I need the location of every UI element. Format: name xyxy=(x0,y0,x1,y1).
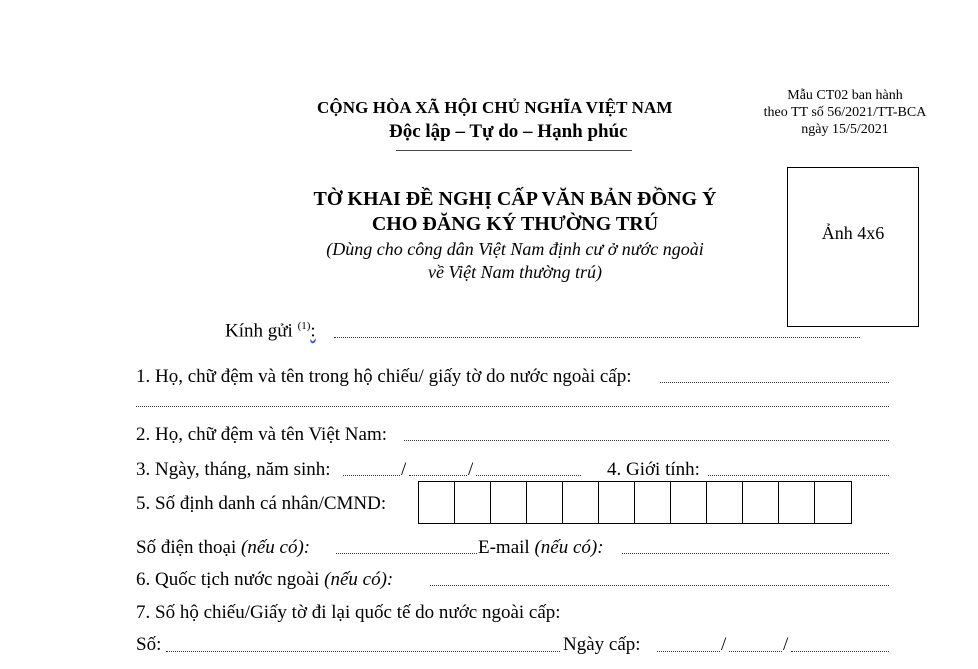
recipient-field[interactable] xyxy=(334,337,860,338)
passport-number-input[interactable] xyxy=(166,651,560,652)
passport-number-label: Số: xyxy=(136,634,162,655)
birth-date-slash1: / xyxy=(401,459,407,480)
field4-label: 4. Giới tính: xyxy=(607,459,700,480)
issue-date-slash2: / xyxy=(783,634,789,655)
birth-day-input[interactable] xyxy=(343,475,400,476)
field5-label: 5. Số định danh cá nhân/CMND: xyxy=(136,493,387,514)
field3-label: 3. Ngày, tháng, năm sinh: xyxy=(136,459,331,480)
header-underline xyxy=(396,150,632,151)
field1-input-line2[interactable] xyxy=(136,406,889,407)
form-subtitle-line2: về Việt Nam thường trú) xyxy=(427,262,603,282)
id-digit-cell[interactable] xyxy=(491,482,527,523)
form-title-line2: CHO ĐĂNG KÝ THƯỜNG TRÚ xyxy=(371,213,659,235)
phone-input[interactable] xyxy=(336,553,477,554)
phone-note: (nếu có): xyxy=(241,537,311,558)
form-ref-line1: Mẫu CT02 ban hành xyxy=(787,88,903,103)
field6-input[interactable] xyxy=(430,585,889,586)
recipient-label-text: Kính gửi xyxy=(225,320,293,342)
form-reference xyxy=(750,87,940,138)
field2-input[interactable] xyxy=(404,440,889,441)
form-title-line1: TỜ KHAI ĐỀ NGHỊ CẤP VĂN BẢN ĐỒNG Ý xyxy=(313,188,717,210)
issue-date-label: Ngày cấp: xyxy=(563,634,641,655)
form-ref-line2: theo TT số 56/2021/TT-BCA xyxy=(763,105,927,120)
recipient-footnote: (1) xyxy=(297,320,311,332)
id-digit-cell[interactable] xyxy=(527,482,563,523)
id-digit-cell[interactable] xyxy=(743,482,779,523)
field7-label: 7. Số hộ chiếu/Giấy tờ đi lại quốc tế do nước ngoài cấp: xyxy=(136,602,561,623)
issue-year-input[interactable] xyxy=(791,651,889,652)
id-digit-cell[interactable] xyxy=(599,482,635,523)
id-digit-cell[interactable] xyxy=(671,482,707,523)
id-digit-cell[interactable] xyxy=(455,482,491,523)
motto-heading: Độc lập – Tự do – Hạnh phúc xyxy=(389,121,628,142)
field2-label: 2. Họ, chữ đệm và tên Việt Nam: xyxy=(136,424,387,445)
field1-input[interactable] xyxy=(660,382,889,383)
phone-label-text: Số điện thoại xyxy=(136,537,237,558)
id-digit-cell[interactable] xyxy=(779,482,815,523)
birth-year-input[interactable] xyxy=(476,475,581,476)
photo-box-label: Ảnh 4x6 xyxy=(821,223,885,243)
field1-label: 1. Họ, chữ đệm và tên trong hộ chiếu/ giấy tờ do nước ngoài cấp: xyxy=(136,366,632,387)
issue-day-input[interactable] xyxy=(657,651,720,652)
id-digit-cell[interactable] xyxy=(419,482,455,523)
photo-box[interactable] xyxy=(787,167,919,327)
email-note: (nếu có): xyxy=(534,537,604,558)
form-subtitle-line1: (Dùng cho công dân Việt Nam định cư ở nước ngoài xyxy=(326,239,704,259)
nation-heading: CỘNG HÒA XÃ HỘI CHỦ NGHĨA VIỆT NAM xyxy=(317,98,673,117)
id-number-cells[interactable] xyxy=(418,481,852,524)
recipient-label xyxy=(225,320,316,342)
gender-input[interactable] xyxy=(708,475,889,476)
birth-date-slash2: / xyxy=(468,459,474,480)
phone-label xyxy=(136,537,310,559)
id-digit-cell[interactable] xyxy=(635,482,671,523)
id-digit-cell[interactable] xyxy=(707,482,743,523)
id-digit-cell[interactable] xyxy=(815,482,851,523)
birth-month-input[interactable] xyxy=(409,475,467,476)
field6-label-text: 6. Quốc tịch nước ngoài xyxy=(136,569,320,590)
id-digit-cell[interactable] xyxy=(563,482,599,523)
recipient-colon: : xyxy=(310,320,316,342)
email-label-text: E-mail xyxy=(478,537,530,558)
field6-label xyxy=(136,569,393,591)
email-input[interactable] xyxy=(622,553,889,554)
form-ref-line3: ngày 15/5/2021 xyxy=(801,122,889,137)
field6-note: (nếu có): xyxy=(324,569,394,590)
email-label xyxy=(478,537,604,559)
issue-date-slash1: / xyxy=(721,634,727,655)
issue-month-input[interactable] xyxy=(729,651,782,652)
